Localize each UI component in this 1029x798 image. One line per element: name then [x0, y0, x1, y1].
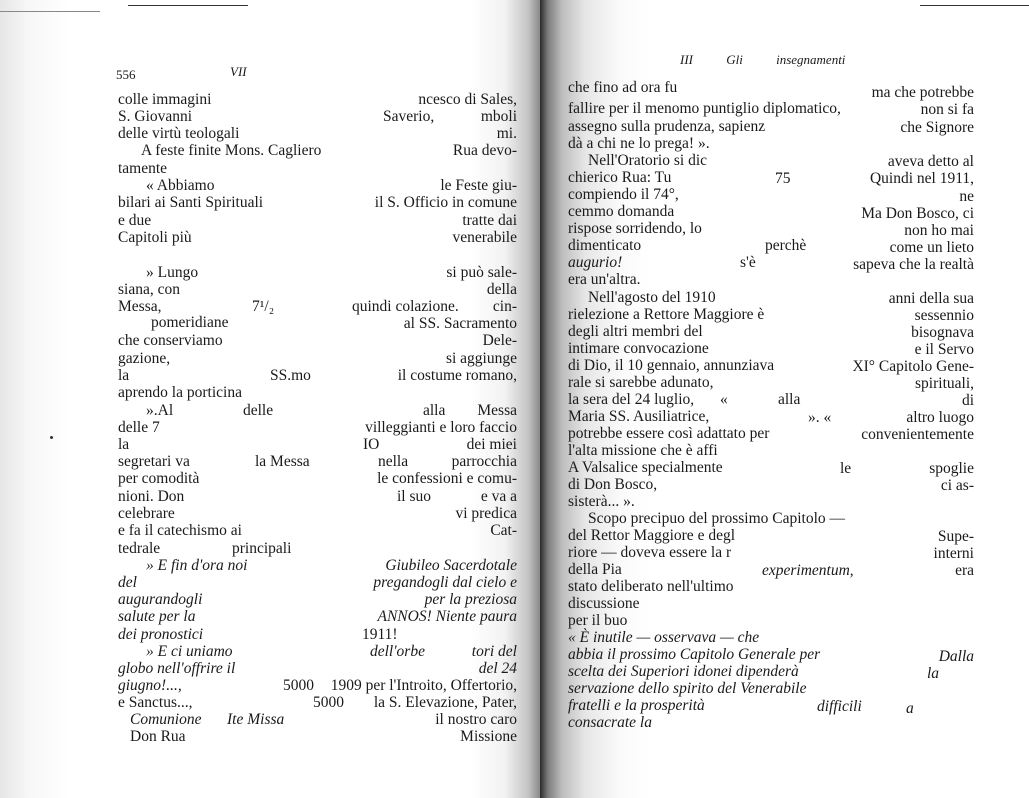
text-line: delle — [243, 402, 274, 419]
text-line: si aggiunge — [445, 350, 517, 367]
text-line: pregandogli dal cielo e — [373, 574, 517, 591]
text-line: principali — [232, 540, 292, 557]
text-line: la — [118, 436, 130, 453]
text-line: era — [955, 562, 974, 579]
text-line: la S. Elevazione, Pater, — [373, 694, 517, 711]
text-line: chierico Rua: Tu — [568, 169, 672, 186]
text-line: la — [927, 665, 940, 682]
text-line: riore — doveva essere la r — [568, 544, 732, 561]
text-line: la Messa — [255, 453, 310, 470]
text-line: non si fa — [920, 101, 974, 118]
text-line: l'alta missione che è affi — [568, 442, 718, 459]
text-line: 1909 per l'Introito, Offertorio, — [330, 677, 517, 694]
text-line: « — [720, 391, 728, 408]
running-head: VII — [230, 64, 247, 79]
text-line: ». « — [808, 409, 832, 426]
text-line: dimenticato — [568, 237, 642, 254]
top-rule — [128, 5, 248, 6]
text-line: Capitoli più — [118, 229, 192, 246]
text-line: il nostro caro — [435, 711, 517, 728]
text-line: che fino ad ora fu — [568, 79, 678, 96]
text-line: bilari ai Santi Spirituali — [118, 194, 264, 211]
text-line: spirituali, — [915, 375, 974, 392]
text-line: tamente — [118, 160, 168, 177]
text-line: dei miei — [466, 436, 517, 453]
text-line: Quindi nel 1911, — [869, 170, 974, 187]
top-corner-rule — [0, 11, 100, 12]
text-line: » E ci uniamo — [146, 643, 233, 660]
text-line: dà a chi ne lo prega! ». — [568, 135, 710, 152]
text-line: potrebbe essere così adattato per — [568, 425, 770, 442]
text-line: alla — [778, 391, 801, 408]
text-line: per il buo — [568, 612, 628, 629]
text-line: A feste finite Mons. Cagliero — [141, 142, 322, 159]
text-line: ».Al — [146, 402, 174, 419]
text-line: Scopo precipuo del prossimo Capitolo — — [588, 510, 846, 527]
text-line: il costume romano, — [397, 367, 517, 384]
text-line: era un'altra. — [568, 271, 641, 288]
text-line: s'è — [740, 254, 756, 271]
top-rule — [920, 5, 1029, 6]
text-line: cin- — [492, 298, 517, 315]
text-line: » Lungo — [146, 264, 199, 281]
text-line: A Valsalice specialmente — [568, 459, 723, 476]
text-line: difficili — [817, 698, 862, 715]
text-line: e il Servo — [914, 341, 974, 358]
text-line: della Pia — [568, 561, 622, 578]
text-line: Messa — [477, 402, 517, 419]
text-line: XI° Capitolo Gene- — [852, 358, 974, 375]
text-line: altro luogo — [906, 409, 974, 426]
text-line: ma che potrebbe — [871, 84, 974, 101]
text-line: salute per la — [118, 608, 196, 625]
text-line: bisognava — [911, 324, 974, 341]
text-line: fratelli e la prosperità — [568, 697, 705, 714]
text-line: gazione, — [118, 350, 171, 367]
text-line: di — [961, 392, 974, 409]
text-line: delle virtù teologali — [118, 125, 240, 142]
text-line: del 24 — [478, 660, 517, 677]
text-line: fallire per il menomo puntiglio diplomatico, — [568, 100, 841, 117]
text-line: augurandogli — [118, 591, 203, 608]
text-line: convenientemente — [861, 426, 974, 443]
text-line: dell'orbe — [370, 643, 425, 660]
text-line: interni — [933, 545, 974, 562]
text-line: che conserviamo — [118, 332, 223, 349]
text-line: si può sale- — [446, 264, 517, 281]
text-line: 5000 — [283, 677, 314, 694]
page-number: 556 — [116, 67, 136, 82]
text-line: » E fin d'ora noi — [146, 557, 248, 574]
running-head: III Gli insegnamenti — [680, 52, 846, 67]
text-line: experimentum, — [762, 562, 854, 579]
text-line: Dalla — [938, 648, 974, 665]
text-line: 5000 — [313, 694, 344, 711]
text-line: rielezione a Rettore Maggiore è — [568, 306, 765, 323]
text-line: globo nell'offrire il — [118, 660, 236, 677]
text-line: alla — [423, 402, 446, 419]
text-line: e due — [118, 212, 152, 229]
text-line: sapeva che la realtà — [853, 256, 974, 273]
text-line: ci as- — [940, 477, 974, 494]
text-line: siana, con — [118, 281, 180, 298]
text-line: nella — [378, 453, 409, 470]
right-page — [540, 0, 1029, 798]
text-line: 7¹/₂ — [252, 298, 275, 315]
text-line: « È inutile — osservava — che — [568, 629, 760, 646]
text-line: vi predica — [455, 505, 517, 522]
text-line: che Signore — [900, 119, 974, 136]
text-line: ne — [959, 188, 974, 205]
text-line: compiendo il 74°, — [568, 186, 679, 203]
text-line: spoglie — [929, 460, 974, 477]
text-line: Cat- — [490, 522, 517, 539]
text-line: le — [840, 460, 852, 477]
text-line: stato deliberato nell'ultimo — [568, 578, 734, 595]
text-line: del — [118, 574, 137, 591]
text-line: Supe- — [937, 528, 974, 545]
text-line: il S. Officio in comune — [374, 194, 517, 211]
text-line: per la preziosa — [424, 591, 517, 608]
text-line: mi. — [496, 125, 517, 142]
text-line: rale si sarebbe adunato, — [568, 374, 714, 391]
text-line: Rua devo- — [452, 142, 517, 159]
text-line: Missione — [460, 728, 517, 745]
text-line: nioni. Don — [118, 488, 185, 505]
text-line: colle immagini — [118, 91, 212, 108]
stray-mark — [50, 436, 53, 439]
text-line: e Sanctus..., — [118, 694, 193, 711]
text-line: e fa il catechismo ai — [118, 522, 242, 539]
text-line: ncesco di Sales, — [418, 91, 517, 108]
text-line: Comunione — [130, 711, 202, 728]
text-line: Maria SS. Ausiliatrice, — [568, 408, 710, 425]
text-line: quindi colazione. — [352, 298, 459, 315]
text-line: scelta dei Superiori idonei dipenderà — [568, 663, 799, 680]
text-line: venerabile — [452, 229, 517, 246]
text-line: la sera del 24 luglio, — [568, 391, 695, 408]
text-line: di Don Bosco, — [568, 476, 658, 493]
text-line: S. Giovanni — [118, 108, 193, 125]
text-line: a — [906, 700, 914, 717]
text-line: il suo — [397, 488, 432, 505]
text-line: Messa, — [118, 298, 162, 315]
text-line: degli altri membri del — [568, 323, 703, 340]
text-line: perchè — [765, 237, 807, 254]
text-line: dei pronostici — [118, 626, 204, 643]
text-line: aveva detto al — [887, 153, 974, 170]
text-line: mboli — [480, 108, 517, 125]
text-line: del Rettor Maggiore e degl — [568, 527, 736, 544]
text-line: assegno sulla prudenza, sapienz — [568, 118, 766, 135]
text-line: della — [486, 281, 517, 298]
text-line: Giubileo Sacerdotale — [385, 557, 517, 574]
text-line: tori del — [471, 643, 517, 660]
text-line: le Feste giu- — [440, 177, 517, 194]
text-line: Dele- — [482, 332, 517, 349]
text-line: augurio! — [568, 254, 623, 271]
text-line: Nell'Oratorio si dic — [588, 152, 708, 169]
text-line: giugno!..., — [118, 677, 182, 694]
text-line: al SS. Sacramento — [403, 315, 517, 332]
text-line: consacrate la — [568, 714, 652, 731]
text-line: servazione dello spirito del Venerabile — [568, 680, 807, 697]
text-line: parrocchia — [451, 453, 517, 470]
text-line: ANNOS! Niente paura — [377, 608, 517, 625]
text-line: la — [118, 367, 130, 384]
text-line: delle 7 — [118, 419, 160, 436]
text-line: cemmo domanda — [568, 203, 675, 220]
text-line: Ite Missa — [227, 711, 285, 728]
text-line: segretari va — [118, 453, 190, 470]
text-line: rispose sorridendo, lo — [568, 220, 702, 237]
text-line: 75 — [775, 170, 791, 187]
text-line: pomeridiane — [151, 314, 229, 331]
text-line: « Abbiamo — [146, 177, 215, 194]
text-line: celebrare — [118, 505, 175, 522]
text-line: abbia il prossimo Capitolo Generale per — [568, 646, 821, 663]
text-line: tratte dai — [462, 212, 517, 229]
text-line: come un lieto — [889, 239, 974, 256]
text-line: anni della sua — [888, 290, 974, 307]
text-line: Nell'agosto del 1910 — [588, 289, 716, 306]
text-line: intimare convocazione — [568, 340, 709, 357]
text-line: Ma Don Bosco, ci — [861, 205, 974, 222]
text-line: discussione — [568, 595, 640, 612]
text-line: SS.mo — [270, 367, 311, 384]
text-line: Don Rua — [130, 728, 186, 745]
text-line: sisterà... ». — [568, 493, 635, 510]
text-line: villeggianti e loro faccio — [365, 419, 517, 436]
text-line: non ho mai — [904, 222, 974, 239]
text-line: le confessioni e comu- — [377, 470, 517, 487]
text-line: 1911! — [362, 626, 398, 643]
text-line: IO — [363, 436, 380, 453]
text-line: di Dio, il 10 gennaio, annunziava — [568, 357, 775, 374]
text-line: per comodità — [118, 470, 200, 487]
text-line: aprendo la porticina — [118, 384, 242, 401]
text-line: Saverio, — [383, 108, 435, 125]
text-line: tedrale — [118, 540, 161, 557]
text-line: e va a — [480, 488, 517, 505]
text-line: sessennio — [914, 307, 974, 324]
